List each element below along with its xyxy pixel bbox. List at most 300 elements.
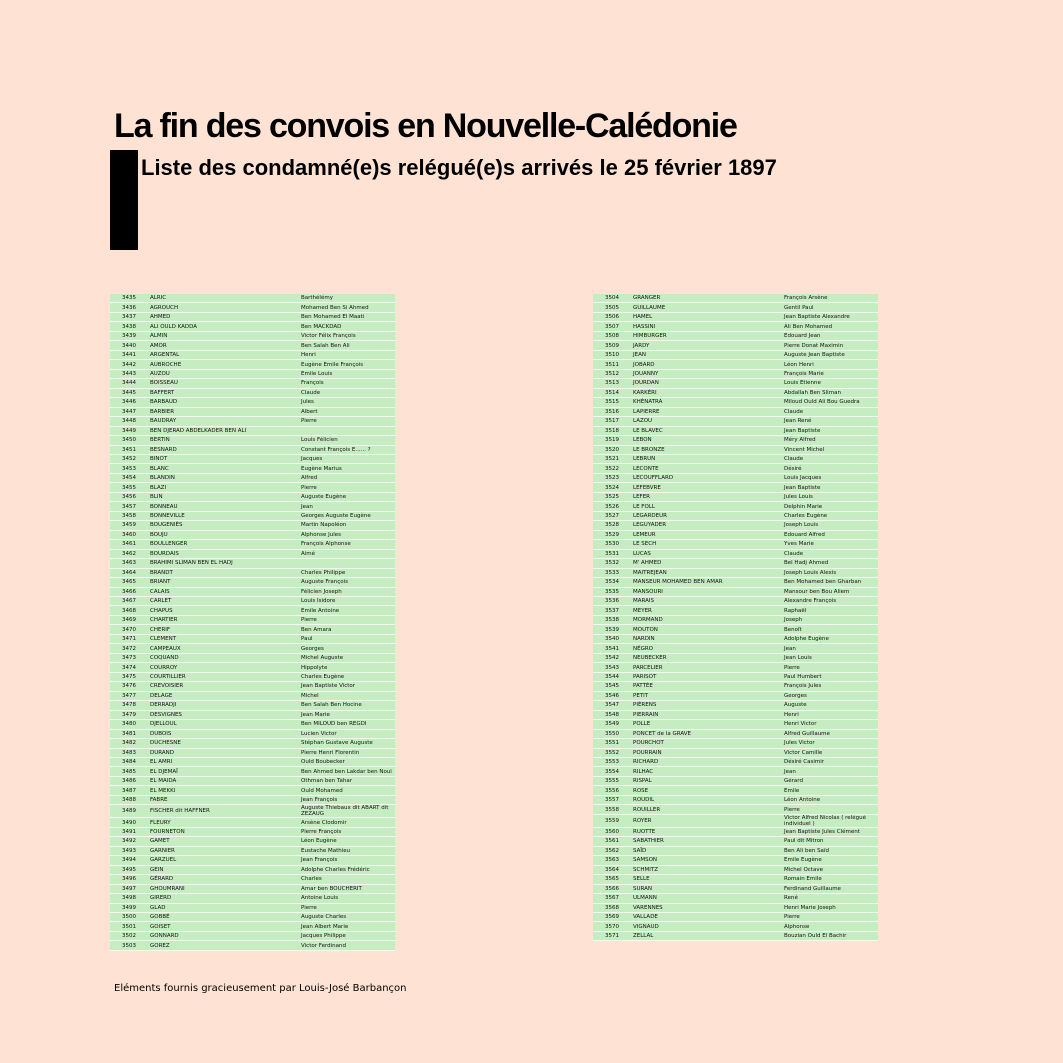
surname-cell: LE SECH xyxy=(631,540,782,549)
matricule-cell: 3546 xyxy=(593,691,631,700)
table-row xyxy=(110,388,395,397)
matricule-cell: 3457 xyxy=(110,502,148,511)
given-names-cell: Pierre François xyxy=(299,827,395,836)
page-title: La fin des convois en Nouvelle-Calédonie xyxy=(114,107,737,145)
table-row xyxy=(593,720,878,729)
table-row xyxy=(593,701,878,710)
table-row xyxy=(593,827,878,836)
surname-cell: MORMAND xyxy=(631,615,782,624)
given-names-cell: Ben Salah Ben Hocine xyxy=(299,701,395,710)
given-names-cell: Antoine Louis xyxy=(299,894,395,903)
surname-cell: POLLE xyxy=(631,720,782,729)
matricule-cell: 3527 xyxy=(593,511,631,520)
page-subtitle: Liste des condamné(e)s relégué(e)s arrivés le 25 février 1897 xyxy=(141,155,777,180)
given-names-cell: Bouzian Ould El Bachir xyxy=(782,931,878,940)
surname-cell: AHMED xyxy=(148,312,299,321)
matricule-cell: 3446 xyxy=(110,398,148,407)
given-names-cell: Auguste François xyxy=(299,578,395,587)
given-names-cell: Emile Louis xyxy=(299,369,395,378)
table-row xyxy=(593,786,878,795)
table-row xyxy=(593,767,878,776)
matricule-cell: 3560 xyxy=(593,827,631,836)
table-row xyxy=(110,846,395,855)
given-names-cell: Victor Félix François xyxy=(299,331,395,340)
matricule-cell: 3544 xyxy=(593,672,631,681)
surname-cell: BAUDRAY xyxy=(148,417,299,426)
matricule-cell: 3484 xyxy=(110,757,148,766)
convicts-table-right xyxy=(593,294,878,941)
table-row xyxy=(110,350,395,359)
table-row xyxy=(593,511,878,520)
table-row xyxy=(593,312,878,321)
table-row xyxy=(110,682,395,691)
matricule-cell: 3547 xyxy=(593,701,631,710)
table-row xyxy=(593,407,878,416)
surname-cell: CARLET xyxy=(148,597,299,606)
given-names-cell: Emile xyxy=(782,786,878,795)
matricule-cell: 3535 xyxy=(593,587,631,596)
matricule-cell: 3538 xyxy=(593,615,631,624)
table-row xyxy=(593,540,878,549)
given-names-cell: François Jules xyxy=(782,682,878,691)
matricule-cell: 3469 xyxy=(110,615,148,624)
given-names-cell: Pierre Henri Florentin xyxy=(299,748,395,757)
surname-cell: PARCELIER xyxy=(631,663,782,672)
matricule-cell: 3468 xyxy=(110,606,148,615)
surname-cell: CREVOISIER xyxy=(148,682,299,691)
table-row xyxy=(110,757,395,766)
table-row xyxy=(110,568,395,577)
given-names-cell: Georges xyxy=(782,691,878,700)
matricule-cell: 3548 xyxy=(593,710,631,719)
given-names-cell: Jean xyxy=(782,767,878,776)
surname-cell: LAZOU xyxy=(631,417,782,426)
matricule-cell: 3502 xyxy=(110,931,148,940)
given-names-cell: Jean Baptiste xyxy=(782,483,878,492)
table-row xyxy=(593,663,878,672)
surname-cell: BOUGENIÈS xyxy=(148,521,299,530)
given-names-cell: Hippolyte xyxy=(299,663,395,672)
surname-cell: BINOT xyxy=(148,454,299,463)
given-names-cell: Yves Marie xyxy=(782,540,878,549)
matricule-cell: 3474 xyxy=(110,663,148,672)
matricule-cell: 3452 xyxy=(110,454,148,463)
given-names-cell: Paul dit Mitron xyxy=(782,837,878,846)
table-row xyxy=(110,464,395,473)
given-names-cell: Alphonse Jules xyxy=(299,530,395,539)
given-names-cell: Louis Jacques xyxy=(782,473,878,482)
matricule-cell: 3493 xyxy=(110,846,148,855)
matricule-cell: 3504 xyxy=(593,294,631,303)
table-row xyxy=(110,379,395,388)
given-names-cell: Joseph xyxy=(782,615,878,624)
table-row xyxy=(110,634,395,643)
matricule-cell: 3500 xyxy=(110,913,148,922)
surname-cell: GOISET xyxy=(148,922,299,931)
given-names-cell: Pierre xyxy=(299,903,395,912)
matricule-cell: 3532 xyxy=(593,559,631,568)
matricule-cell: 3496 xyxy=(110,875,148,884)
table-row xyxy=(593,502,878,511)
given-names-cell: Charles Eugène xyxy=(299,672,395,681)
surname-cell: LE FOLL xyxy=(631,502,782,511)
surname-cell: LE BRONZE xyxy=(631,445,782,454)
matricule-cell: 3437 xyxy=(110,312,148,321)
given-names-cell: Henri Victor xyxy=(782,720,878,729)
table-row xyxy=(593,729,878,738)
matricule-cell: 3440 xyxy=(110,341,148,350)
surname-cell: DURAND xyxy=(148,748,299,757)
surname-cell: COQUAND xyxy=(148,653,299,662)
given-names-cell: Othman ben Tahar xyxy=(299,776,395,785)
given-names-cell: Jules xyxy=(299,398,395,407)
accent-bar xyxy=(110,150,138,250)
matricule-cell: 3447 xyxy=(110,407,148,416)
surname-cell: ROYER xyxy=(631,814,782,827)
credit-footer: Eléments fournis gracieusement par Louis-José Barbançon xyxy=(114,983,407,994)
surname-cell: GÉRARD xyxy=(148,875,299,884)
given-names-cell: Louis Etienne xyxy=(782,379,878,388)
surname-cell: LEGARDEUR xyxy=(631,511,782,520)
matricule-cell: 3523 xyxy=(593,473,631,482)
matricule-cell: 3436 xyxy=(110,303,148,312)
table-row xyxy=(593,814,878,827)
surname-cell: LEFER xyxy=(631,492,782,501)
table-row xyxy=(110,856,395,865)
matricule-cell: 3568 xyxy=(593,903,631,912)
table-row xyxy=(593,587,878,596)
table-row xyxy=(110,417,395,426)
surname-cell: DESVIGNES xyxy=(148,710,299,719)
given-names-cell: Gérard xyxy=(782,776,878,785)
given-names-cell: Vincent Michel xyxy=(782,445,878,454)
table-row xyxy=(110,805,395,818)
given-names-cell: Emile Antoine xyxy=(299,606,395,615)
surname-cell: BESNARD xyxy=(148,445,299,454)
matricule-cell: 3525 xyxy=(593,492,631,501)
matricule-cell: 3569 xyxy=(593,913,631,922)
surname-cell: GHOUMRANI xyxy=(148,884,299,893)
table-row xyxy=(110,786,395,795)
given-names-cell: Henri xyxy=(782,710,878,719)
surname-cell: HIMBURGER xyxy=(631,331,782,340)
table-row xyxy=(110,578,395,587)
given-names-cell: Jean xyxy=(782,644,878,653)
given-names-cell: Henri xyxy=(299,350,395,359)
given-names-cell: Jean Albert Marie xyxy=(299,922,395,931)
given-names-cell: Constant François E...... ? xyxy=(299,445,395,454)
table-row xyxy=(593,634,878,643)
table-row xyxy=(593,369,878,378)
table-row xyxy=(593,445,878,454)
surname-cell: RILHAC xyxy=(631,767,782,776)
matricule-cell: 3477 xyxy=(110,691,148,700)
table-row xyxy=(593,483,878,492)
matricule-cell: 3507 xyxy=(593,322,631,331)
table-row xyxy=(593,492,878,501)
matricule-cell: 3549 xyxy=(593,720,631,729)
matricule-cell: 3459 xyxy=(110,521,148,530)
given-names-cell: Lucien Victor xyxy=(299,729,395,738)
surname-cell: MANSEUR MOHAMED BEN AMAR xyxy=(631,578,782,587)
table-row xyxy=(110,913,395,922)
surname-cell: RISPAL xyxy=(631,776,782,785)
table-row xyxy=(110,672,395,681)
table-row xyxy=(110,884,395,893)
surname-cell: BLAZI xyxy=(148,483,299,492)
given-names-cell: Auguste Eugène xyxy=(299,492,395,501)
given-names-cell: Charles Philippe xyxy=(299,568,395,577)
matricule-cell: 3451 xyxy=(110,445,148,454)
given-names-cell: Mansour ben Bou Aliem xyxy=(782,587,878,596)
surname-cell: PIERRAIN xyxy=(631,710,782,719)
surname-cell: SAÏD xyxy=(631,846,782,855)
matricule-cell: 3498 xyxy=(110,894,148,903)
given-names-cell: Jean Marie xyxy=(299,710,395,719)
given-names-cell: Jules Louis xyxy=(782,492,878,501)
given-names-cell: Eugène Marius xyxy=(299,464,395,473)
given-names-cell: Alfred xyxy=(299,473,395,482)
table-row xyxy=(593,454,878,463)
surname-cell: CHERIF xyxy=(148,625,299,634)
given-names-cell: Félicien Joseph xyxy=(299,587,395,596)
surname-cell: KARKÉRI xyxy=(631,388,782,397)
given-names-cell: Jean Baptiste Jules Clément xyxy=(782,827,878,836)
table-row xyxy=(593,360,878,369)
matricule-cell: 3526 xyxy=(593,502,631,511)
surname-cell: BLANC xyxy=(148,464,299,473)
matricule-cell: 3458 xyxy=(110,511,148,520)
given-names-cell: Auguste xyxy=(782,701,878,710)
surname-cell: ZELLAL xyxy=(631,931,782,940)
table-row xyxy=(110,454,395,463)
surname-cell: ULMANN xyxy=(631,894,782,903)
surname-cell: DUCHESNE xyxy=(148,739,299,748)
table-row xyxy=(593,615,878,624)
table-row xyxy=(110,445,395,454)
table-row xyxy=(593,331,878,340)
surname-cell: JEAN xyxy=(631,350,782,359)
matricule-cell: 3545 xyxy=(593,682,631,691)
surname-cell: LEGUYADER xyxy=(631,521,782,530)
matricule-cell: 3558 xyxy=(593,805,631,814)
surname-cell: GLAD xyxy=(148,903,299,912)
matricule-cell: 3540 xyxy=(593,634,631,643)
table-row xyxy=(593,837,878,846)
table-row xyxy=(593,748,878,757)
surname-cell: EL MEKKI xyxy=(148,786,299,795)
table-row xyxy=(593,388,878,397)
table-row xyxy=(110,865,395,874)
matricule-cell: 3543 xyxy=(593,663,631,672)
given-names-cell: Michel Octave xyxy=(782,865,878,874)
table-row xyxy=(110,540,395,549)
given-names-cell: Léon Henri xyxy=(782,360,878,369)
table-row xyxy=(110,903,395,912)
table-row xyxy=(593,417,878,426)
given-names-cell: Paul Humbert xyxy=(782,672,878,681)
matricule-cell: 3531 xyxy=(593,549,631,558)
table-row xyxy=(593,757,878,766)
matricule-cell: 3453 xyxy=(110,464,148,473)
table-row xyxy=(593,682,878,691)
surname-cell: FLEURY xyxy=(148,818,299,827)
given-names-cell: Ben Mohamed ben Gharban xyxy=(782,578,878,587)
surname-cell: AUZOU xyxy=(148,369,299,378)
surname-cell: GONNARD xyxy=(148,931,299,940)
matricule-cell: 3473 xyxy=(110,653,148,662)
matricule-cell: 3448 xyxy=(110,417,148,426)
table-row xyxy=(593,473,878,482)
given-names-cell: Benoît xyxy=(782,625,878,634)
surname-cell: SURAN xyxy=(631,884,782,893)
given-names-cell: Michel xyxy=(299,691,395,700)
matricule-cell: 3466 xyxy=(110,587,148,596)
table-row xyxy=(110,875,395,884)
given-names-cell: Mohamed Ben Si Ahmed xyxy=(299,303,395,312)
table-row xyxy=(593,875,878,884)
surname-cell: LECOUFFLARD xyxy=(631,473,782,482)
surname-cell: DJELLOUL xyxy=(148,720,299,729)
matricule-cell: 3461 xyxy=(110,540,148,549)
table-row xyxy=(110,587,395,596)
table-row xyxy=(593,913,878,922)
table-row xyxy=(593,398,878,407)
surname-cell: ARGENTAL xyxy=(148,350,299,359)
surname-cell: LE BLAVEC xyxy=(631,426,782,435)
table-row xyxy=(593,426,878,435)
given-names-cell: Michel Auguste xyxy=(299,653,395,662)
table-row xyxy=(110,502,395,511)
given-names-cell: Delphin Marie xyxy=(782,502,878,511)
given-names-cell: Aimé xyxy=(299,549,395,558)
surname-cell: DERRADJI xyxy=(148,701,299,710)
surname-cell: LEMEUR xyxy=(631,530,782,539)
matricule-cell: 3487 xyxy=(110,786,148,795)
table-row xyxy=(110,426,395,435)
table-row xyxy=(110,795,395,804)
surname-cell: GUILLAUME xyxy=(631,303,782,312)
table-row xyxy=(110,312,395,321)
given-names-cell: Pierre xyxy=(782,913,878,922)
surname-cell: CHARTIER xyxy=(148,615,299,624)
matricule-cell: 3564 xyxy=(593,865,631,874)
matricule-cell: 3529 xyxy=(593,530,631,539)
matricule-cell: 3509 xyxy=(593,341,631,350)
table-row xyxy=(110,767,395,776)
surname-cell: BOULLENGER xyxy=(148,540,299,549)
matricule-cell: 3533 xyxy=(593,568,631,577)
matricule-cell: 3567 xyxy=(593,894,631,903)
given-names-cell: Gentil Paul xyxy=(782,303,878,312)
table-row xyxy=(110,322,395,331)
matricule-cell: 3491 xyxy=(110,827,148,836)
matricule-cell: 3514 xyxy=(593,388,631,397)
matricule-cell: 3445 xyxy=(110,388,148,397)
given-names-cell: Léon Antoine xyxy=(782,795,878,804)
surname-cell: FOURNETON xyxy=(148,827,299,836)
matricule-cell: 3476 xyxy=(110,682,148,691)
table-row xyxy=(593,606,878,615)
convicts-table-left xyxy=(110,294,395,951)
surname-cell: PATTÉE xyxy=(631,682,782,691)
surname-cell: JARDY xyxy=(631,341,782,350)
given-names-cell: René xyxy=(782,894,878,903)
surname-cell: SELLE xyxy=(631,875,782,884)
surname-cell: ALI OULD KADDA xyxy=(148,322,299,331)
surname-cell: GRANGER xyxy=(631,294,782,303)
matricule-cell: 3557 xyxy=(593,795,631,804)
surname-cell: COURTILLIER xyxy=(148,672,299,681)
matricule-cell: 3435 xyxy=(110,294,148,303)
matricule-cell: 3499 xyxy=(110,903,148,912)
matricule-cell: 3483 xyxy=(110,748,148,757)
table-row xyxy=(110,521,395,530)
matricule-cell: 3520 xyxy=(593,445,631,454)
table-row xyxy=(110,436,395,445)
surname-cell: COURROY xyxy=(148,663,299,672)
given-names-cell: Léon Eugène xyxy=(299,837,395,846)
given-names-cell: Ali Ben Mohamed xyxy=(782,322,878,331)
matricule-cell: 3472 xyxy=(110,644,148,653)
given-names-cell: Bel Hadj Ahmed xyxy=(782,559,878,568)
matricule-cell: 3551 xyxy=(593,739,631,748)
table-row xyxy=(593,653,878,662)
table-row xyxy=(593,884,878,893)
given-names-cell xyxy=(299,426,395,435)
given-names-cell: Adolphe Eugène xyxy=(782,634,878,643)
given-names-cell: Charles xyxy=(299,875,395,884)
surname-cell: MAITREJEAN xyxy=(631,568,782,577)
table-row xyxy=(110,729,395,738)
given-names-cell: Jean Baptiste Alexandre xyxy=(782,312,878,321)
table-row xyxy=(110,644,395,653)
given-names-cell: Claude xyxy=(782,549,878,558)
table-row xyxy=(110,663,395,672)
surname-cell: ALRIC xyxy=(148,294,299,303)
matricule-cell: 3517 xyxy=(593,417,631,426)
matricule-cell: 3479 xyxy=(110,710,148,719)
table-row xyxy=(593,903,878,912)
given-names-cell: Martin Napoléon xyxy=(299,521,395,530)
table-row xyxy=(110,837,395,846)
given-names-cell: Méry Alfred xyxy=(782,436,878,445)
matricule-cell: 3482 xyxy=(110,739,148,748)
given-names-cell: Ben Ahmed ben Lakdar ben Noui xyxy=(299,767,395,776)
table-row xyxy=(593,530,878,539)
table-row xyxy=(110,701,395,710)
surname-cell: BEN DJERAD ABDELKADER BEN ALI xyxy=(148,426,299,435)
table-row xyxy=(110,549,395,558)
matricule-cell: 3441 xyxy=(110,350,148,359)
matricule-cell: 3556 xyxy=(593,786,631,795)
matricule-cell: 3455 xyxy=(110,483,148,492)
table-row xyxy=(593,795,878,804)
matricule-cell: 3463 xyxy=(110,559,148,568)
given-names-cell: Jean Baptiste Victor xyxy=(299,682,395,691)
table-row xyxy=(593,805,878,814)
surname-cell: ROUDIL xyxy=(631,795,782,804)
given-names-cell: Romain Emile xyxy=(782,875,878,884)
matricule-cell: 3550 xyxy=(593,729,631,738)
surname-cell: BAFFERT xyxy=(148,388,299,397)
matricule-cell: 3536 xyxy=(593,597,631,606)
table-row xyxy=(110,606,395,615)
matricule-cell: 3565 xyxy=(593,875,631,884)
matricule-cell: 3571 xyxy=(593,931,631,940)
table-row xyxy=(593,894,878,903)
given-names-cell: Ould Mohamed xyxy=(299,786,395,795)
